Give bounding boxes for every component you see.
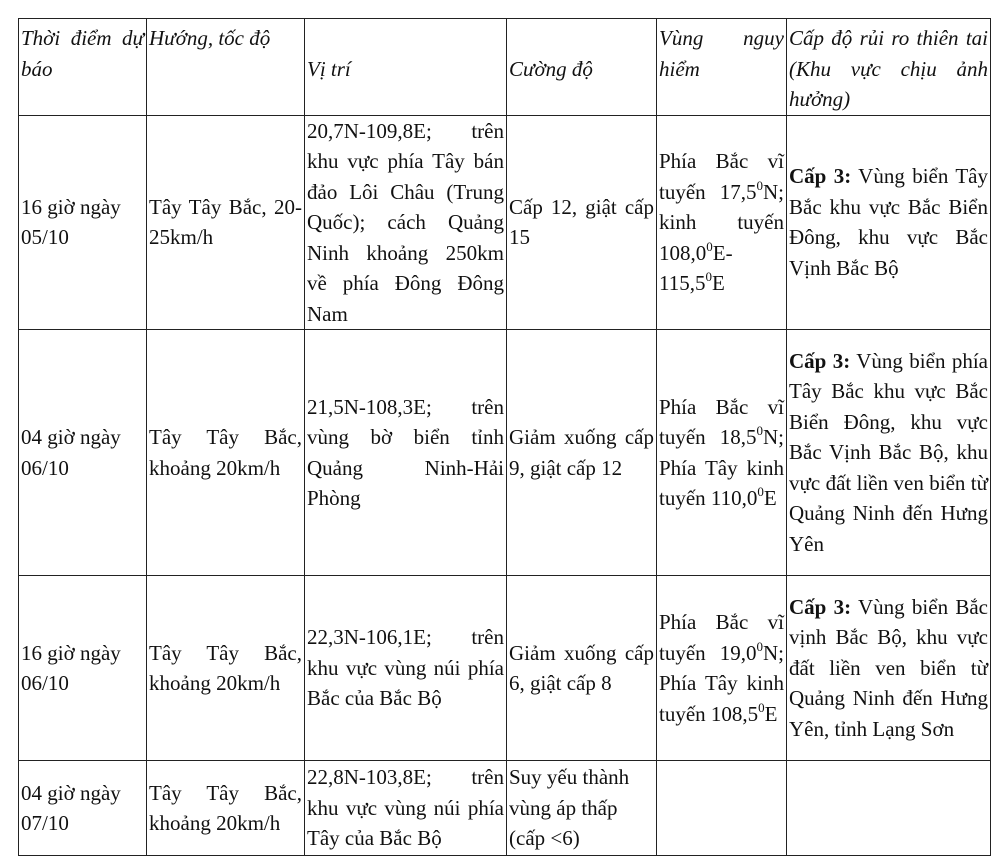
header-direction: Hướng, tốc độ: [147, 19, 305, 116]
cell-time: 16 giờ ngày 05/10: [19, 115, 147, 330]
header-time: Thời điểm dự báo: [19, 19, 147, 116]
table-header-row: [19, 19, 991, 116]
cell-direction: Tây Tây Bắc, khoảng 20km/h: [147, 576, 305, 761]
cell-intensity: Giảm xuống cấp 6, giật cấp 8: [507, 576, 657, 761]
cell-intensity: Giảm xuống cấp 9, giật cấp 12: [507, 330, 657, 576]
cell-danger-zone: Phía Bắc vĩ tuyến 19,0$^0$N; Phía Tây kinh tuyến 108,5$^0$E: [657, 576, 787, 761]
cell-risk-level: [787, 761, 991, 856]
cell-risk-level: Cấp 3: Vùng biển Tây Bắc khu vực Bắc Biển Đông, khu vực Bắc Vịnh Bắc Bộ: [787, 115, 991, 330]
cell-time: 16 giờ ngày 06/10: [19, 576, 147, 761]
header-danger-zone: Vùng nguy hiểm: [657, 19, 787, 116]
cell-position: 20,7N-109,8E; trên khu vực phía Tây bán đảo Lôi Châu (Trung Quốc); cách Quảng Ninh khoảng 250km về phía Đông Đông Nam: [305, 115, 507, 330]
table-row: [19, 576, 991, 761]
cell-intensity: Suy yếu thành vùng áp thấp (cấp <6): [507, 761, 657, 856]
cell-direction: Tây Tây Bắc, khoảng 20km/h: [147, 761, 305, 856]
header-risk-level: Cấp độ rủi ro thiên tai (Khu vực chịu ảnh hưởng): [787, 19, 991, 116]
cell-position: 22,3N-106,1E; trên khu vực vùng núi phía Bắc của Bắc Bộ: [305, 576, 507, 761]
header-intensity: Cường độ: [507, 19, 657, 116]
forecast-table: [18, 18, 991, 856]
header-position: Vị trí: [305, 19, 507, 116]
table-row: [19, 761, 991, 856]
cell-time: 04 giờ ngày 06/10: [19, 330, 147, 576]
cell-danger-zone: [657, 761, 787, 856]
cell-direction: Tây Tây Bắc, khoảng 20km/h: [147, 330, 305, 576]
cell-time: 04 giờ ngày 07/10: [19, 761, 147, 856]
table-row: [19, 115, 991, 330]
cell-position: 22,8N-103,8E; trên khu vực vùng núi phía Tây của Bắc Bộ: [305, 761, 507, 856]
cell-danger-zone: Phía Bắc vĩ tuyến 17,5$^0$N; kinh tuyến 108,0$^0$E- 115,5$^0$E: [657, 115, 787, 330]
cell-danger-zone: Phía Bắc vĩ tuyến 18,5$^0$N; Phía Tây kinh tuyến 110,0$^0$E: [657, 330, 787, 576]
cell-position: 21,5N-108,3E; trên vùng bờ biển tỉnh Quảng Ninh-Hải Phòng: [305, 330, 507, 576]
cell-risk-level: Cấp 3: Vùng biển Bắc vịnh Bắc Bộ, khu vực đất liền ven biển từ Quảng Ninh đến Hưng Yên, tỉnh Lạng Sơn: [787, 576, 991, 761]
table-row: [19, 330, 991, 576]
cell-intensity: Cấp 12, giật cấp 15: [507, 115, 657, 330]
cell-risk-level: Cấp 3: Vùng biển phía Tây Bắc khu vực Bắc Biển Đông, khu vực Bắc Vịnh Bắc Bộ, khu vực đất liền ven biển từ Quảng Ninh đến Hưng Yên: [787, 330, 991, 576]
cell-direction: Tây Tây Bắc, 20-25km/h: [147, 115, 305, 330]
